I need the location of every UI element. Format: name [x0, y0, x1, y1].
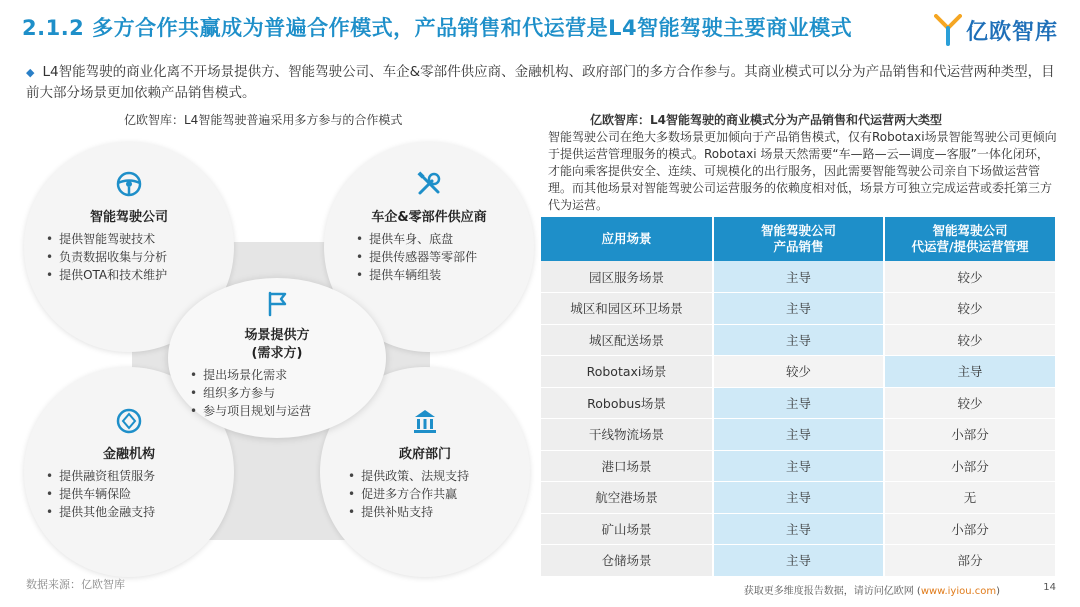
list-item: • 提出场景化需求: [190, 366, 311, 384]
header-label: 产品销售: [773, 239, 824, 254]
table-body: [541, 261, 1055, 576]
list-item: • 负责数据收集与分析: [46, 248, 167, 266]
table-cell-sales: 主导: [713, 482, 884, 514]
table-row: [541, 293, 1055, 325]
steering-wheel-icon: [115, 170, 143, 198]
intro-text: L4智能驾驶的商业化离不开场景提供方、智能驾驶公司、车企&零部件供应商、金融机构、政府部门的多方合作参与。其商业模式可以分为产品销售和代运营两种类型，目前大部分场景更加依赖产品销售模式。: [26, 64, 1055, 101]
footer-note: [744, 582, 1000, 597]
circle-list: [190, 366, 311, 420]
footer-text: 获取更多维度报告数据，请访问亿欧网 (: [743, 586, 921, 597]
table-cell-sales: 较少: [713, 356, 884, 388]
table-row: [541, 513, 1055, 545]
circle-list: [356, 230, 477, 284]
table-cell-scene: 航空港场景: [541, 482, 713, 514]
table-cell-ops: 无: [884, 482, 1055, 514]
list-item: • 参与项目规划与运营: [190, 402, 311, 420]
circle-title: 政府部门: [398, 447, 451, 462]
table-cell-ops: 主导: [884, 356, 1055, 388]
table-cell-sales: 主导: [713, 293, 884, 325]
circle-list: [46, 230, 167, 284]
right-subtitle: 亿欧智库：L4智能驾驶的商业模式分为产品销售和代运营两大类型: [590, 113, 942, 127]
list-item: • 提供其他金融支持: [46, 503, 155, 521]
source-note: 数据来源：亿欧智库: [26, 578, 125, 591]
list-item: • 提供车身、底盘: [356, 230, 477, 248]
footer-link[interactable]: www.iyiou.com: [920, 586, 997, 597]
table-cell-scene: 港口场景: [541, 450, 713, 482]
footer-text-close: ): [996, 586, 1000, 597]
logo-mark-icon: [934, 14, 962, 46]
list-item: • 提供OTA和技术维护: [46, 266, 167, 284]
table-row: [541, 545, 1055, 577]
list-item: • 提供车辆保险: [46, 485, 155, 503]
table-cell-ops: 较少: [884, 387, 1055, 419]
table-row: [541, 450, 1055, 482]
page-number: 14: [1043, 582, 1056, 593]
table-cell-scene: 城区和园区环卫场景: [541, 293, 713, 325]
coin-icon: [115, 407, 143, 435]
table-cell-sales: 主导: [713, 387, 884, 419]
header-label: 智能驾驶公司: [760, 223, 836, 238]
table-cell-sales: 主导: [713, 545, 884, 577]
table-row: [541, 482, 1055, 514]
header-label: 智能驾驶公司: [932, 223, 1008, 238]
circle-title-sub: (需求方): [251, 346, 303, 361]
table-cell-scene: Robobus场景: [541, 387, 713, 419]
circle-scenario-provider: [168, 278, 386, 438]
table-cell-scene: 城区配送场景: [541, 324, 713, 356]
government-building-icon: [411, 407, 439, 435]
tools-icon: [415, 170, 443, 198]
table-cell-sales: 主导: [713, 419, 884, 451]
list-item: • 提供传感器等零部件: [356, 248, 477, 266]
table-row: [541, 324, 1055, 356]
header-label: 代运营/提供运营管理: [911, 239, 1029, 254]
circle-title: 场景提供方: [244, 328, 310, 343]
circle-title: 智能驾驶公司: [89, 210, 168, 225]
table-row: [541, 356, 1055, 388]
table-cell-scene: 矿山场景: [541, 513, 713, 545]
table-cell-sales: 主导: [713, 450, 884, 482]
circle-title: 金融机构: [102, 447, 155, 462]
header-label: 应用场景: [601, 231, 652, 246]
table-cell-ops: 小部分: [884, 450, 1055, 482]
table-cell-scene: 干线物流场景: [541, 419, 713, 451]
table-cell-sales: 主导: [713, 324, 884, 356]
logo: [934, 14, 1058, 46]
page-title: 2.1.2 多方合作共赢成为普遍合作模式，产品销售和代运营是L4智能驾驶主要商业模式: [22, 16, 853, 40]
table-header-row: [541, 217, 1055, 261]
list-item: • 提供车辆组装: [356, 266, 477, 284]
table-cell-ops: 较少: [884, 324, 1055, 356]
circle-list: [348, 467, 469, 521]
table-cell-scene: Robotaxi场景: [541, 356, 713, 388]
list-item: • 组织多方参与: [190, 384, 311, 402]
table-cell-scene: 仓储场景: [541, 545, 713, 577]
flag-icon: [263, 290, 291, 318]
cooperation-diagram: [22, 132, 532, 582]
list-item: • 提供补贴支持: [348, 503, 469, 521]
table-cell-scene: 园区服务场景: [541, 261, 713, 293]
list-item: • 提供政策、法规支持: [348, 467, 469, 485]
table-row: [541, 387, 1055, 419]
table-cell-ops: 较少: [884, 293, 1055, 325]
table-cell-ops: 小部分: [884, 513, 1055, 545]
table-cell-sales: 主导: [713, 513, 884, 545]
list-item: • 提供融资租赁服务: [46, 467, 155, 485]
table-cell-sales: 主导: [713, 261, 884, 293]
model-description: 智能驾驶公司在绝大多数场景更加倾向于产品销售模式，仅有Robotaxi场景智能驾驶公司更倾向于提供运营管理服务的模式。Robotaxi 场景天然需要“车—路—云—调度—客服”一体化闭环，才能向乘客提供安全、连续、可规模化的出行服务，因此需要智能驾驶公司亲自下场做运营管理。而其他场景对智能驾驶公司运营服务的依赖度相对低，场景方可独立完成运营或委托第三方代为运营。: [548, 130, 1057, 212]
diamond-bullet-icon: ◆: [26, 66, 35, 79]
circle-title: 车企&零部件供应商: [371, 210, 487, 225]
left-subtitle: 亿欧智库：L4智能驾驶普遍采用多方参与的合作模式: [124, 113, 403, 127]
header-scene: [541, 217, 713, 261]
business-model-table: [541, 217, 1055, 577]
circle-list: [46, 467, 155, 521]
list-item: • 促进多方合作共赢: [348, 485, 469, 503]
table-cell-ops: 较少: [884, 261, 1055, 293]
table-row: [541, 261, 1055, 293]
header-sales: [713, 217, 884, 261]
table-row: [541, 419, 1055, 451]
table-cell-ops: 小部分: [884, 419, 1055, 451]
logo-text: 亿欧智库: [965, 19, 1058, 45]
intro-paragraph: [26, 62, 1056, 104]
header-operations: [884, 217, 1055, 261]
list-item: • 提供智能驾驶技术: [46, 230, 167, 248]
table-cell-ops: 部分: [884, 545, 1055, 577]
